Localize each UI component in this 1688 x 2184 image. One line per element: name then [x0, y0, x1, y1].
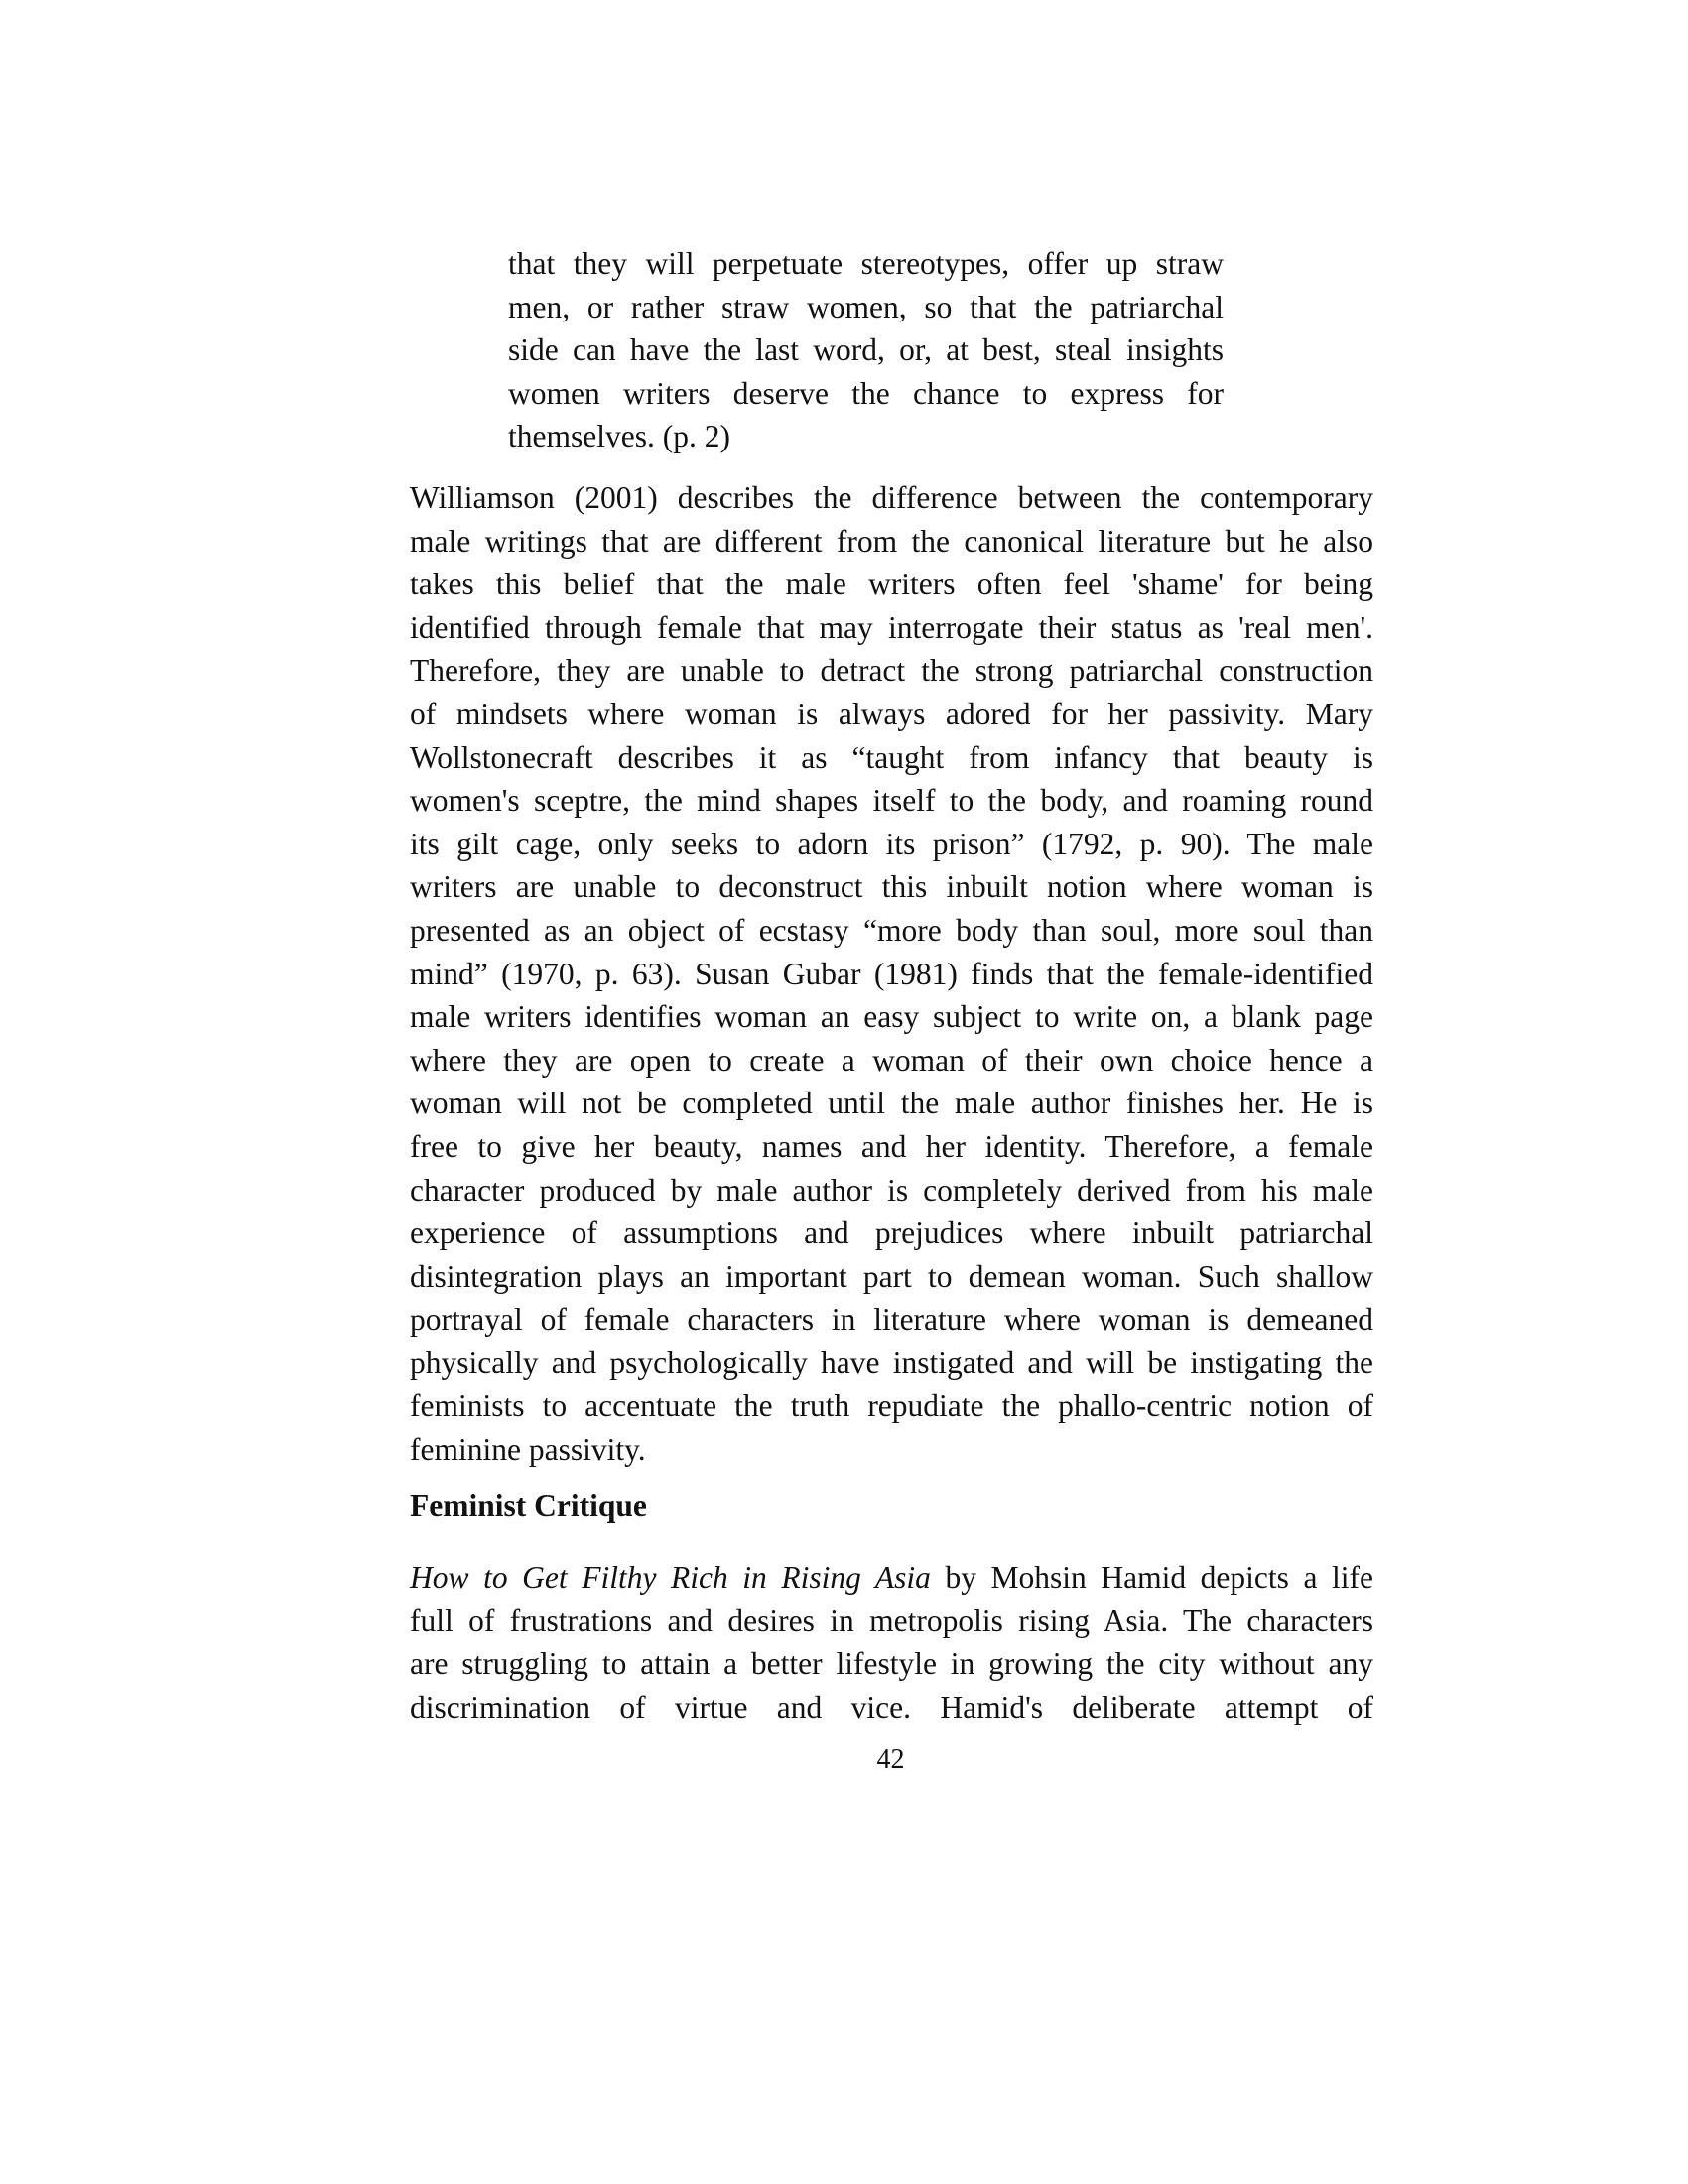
paragraph-line: writers are unable to deconstruct this inbuilt notion where woman is [410, 869, 1373, 905]
paragraph-line: woman will not be completed until the male author finishes her. He is [410, 1086, 1373, 1121]
paragraph-line: full of frustrations and desires in metropolis rising Asia. The characters [410, 1603, 1373, 1638]
paragraph-line: physically and psychologically have instigated and will be instigating the [410, 1345, 1373, 1380]
paragraph-line: Wollstonecraft describes it as “taught from infancy that beauty is [410, 739, 1373, 775]
quote-line: that they will perpetuate stereotypes, offer up straw [508, 246, 1224, 281]
paragraph-line: of mindsets where woman is always adored for her passivity. Mary [410, 696, 1373, 731]
paragraph-line: mind” (1970, p. 63). Susan Gubar (1981) finds that the female-identified [410, 956, 1373, 991]
block-quote [508, 242, 1224, 458]
quote-line: men, or rather straw women, so that the patriarchal [508, 289, 1224, 324]
first-line-text: by Mohsin Hamid depicts a life [930, 1560, 1373, 1595]
page-number: 42 [876, 1744, 905, 1775]
paragraph-line: identified through female that may interrogate their status as 'real men'. [410, 609, 1373, 645]
paragraph-line: feminine passivity. [410, 1432, 646, 1468]
paragraph-line: male writings that are different from the canonical literature but he also [410, 523, 1373, 559]
paragraph-line: experience of assumptions and prejudices where inbuilt patriarchal [410, 1216, 1373, 1251]
paragraph-line: discrimination of virtue and vice. Hamid's deliberate attempt of [410, 1689, 1373, 1725]
paragraph-line: character produced by male author is completely derived from his male [410, 1172, 1373, 1208]
paragraph-line: feminists to accentuate the truth repudiate the phallo-centric notion of [410, 1388, 1373, 1424]
paragraph-line: disintegration plays an important part to demean woman. Such shallow [410, 1258, 1373, 1294]
book-title: How to Get Filthy Rich in Rising Asia [410, 1560, 931, 1595]
paragraph-line: takes this belief that the male writers often feel 'shame' for being [410, 567, 1373, 602]
paragraph-line: male writers identifies woman an easy subject to write on, a blank page [410, 999, 1373, 1035]
section-heading: Feminist Critique [410, 1488, 647, 1523]
quote-line: themselves. (p. 2) [508, 419, 730, 453]
paragraph-line: portrayal of female characters in literature where woman is demeaned [410, 1302, 1373, 1338]
body-paragraph-feminist-critique [410, 1556, 1373, 1729]
quote-line: women writers deserve the chance to express for [508, 375, 1224, 411]
paragraph-line: women's sceptre, the mind shapes itself to the body, and roaming round [410, 783, 1373, 819]
paragraph-line: are struggling to attain a better lifestyle in growing the city without any [410, 1646, 1373, 1682]
paragraph-line [410, 1556, 1373, 1600]
body-paragraph-williamson [410, 476, 1373, 1472]
paragraph-line: where they are open to create a woman of their own choice hence a [410, 1042, 1373, 1078]
paragraph-line: presented as an object of ecstasy “more body than soul, more soul than [410, 912, 1373, 948]
paragraph-line: its gilt cage, only seeks to adorn its prison” (1792, p. 90). The male [410, 826, 1373, 861]
paragraph-line: Therefore, they are unable to detract the strong patriarchal construction [410, 653, 1373, 689]
paragraph-line: free to give her beauty, names and her identity. Therefore, a female [410, 1128, 1373, 1164]
paragraph-line: Williamson (2001) describes the difference between the contemporary [410, 480, 1373, 515]
quote-line: side can have the last word, or, at best, steal insights [508, 332, 1224, 367]
